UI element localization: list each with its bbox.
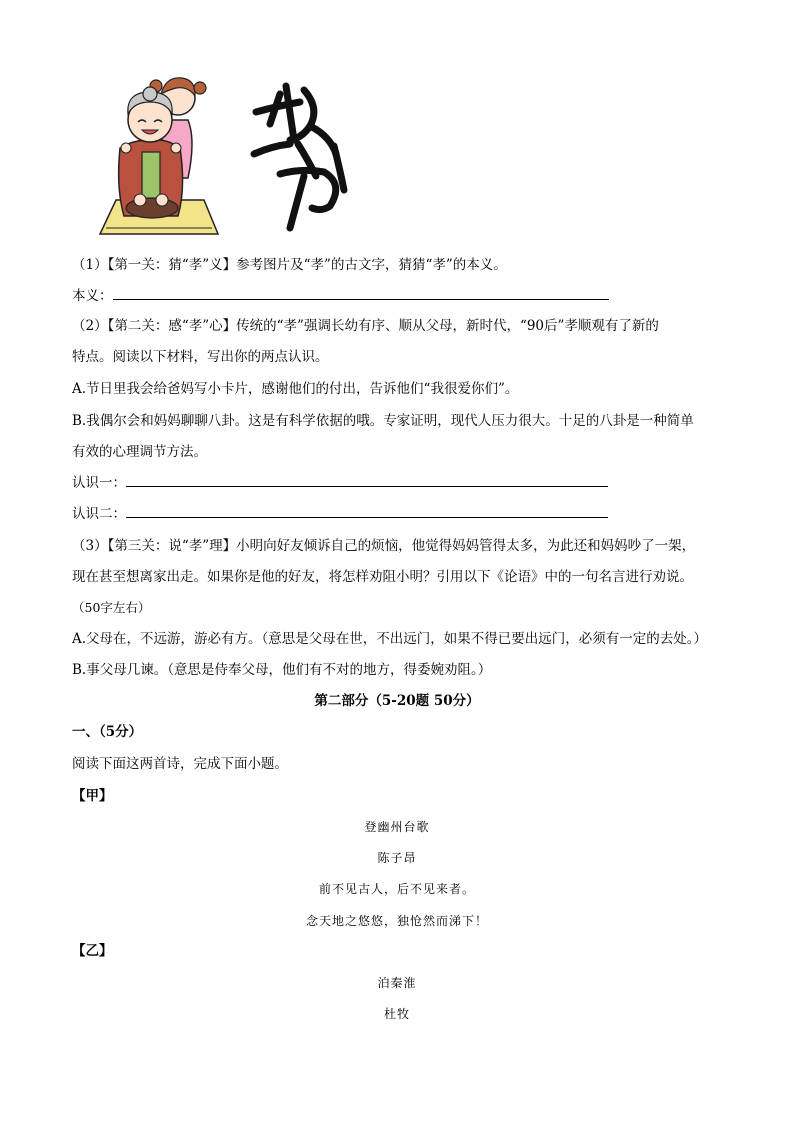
yi-label: 【乙】 (72, 943, 113, 959)
q2-prompt-line2: 特点。阅读以下材料，写出你的两点认识。 (72, 349, 329, 365)
q2-answer1-label: 认识一： (72, 475, 126, 491)
reading-instruction: 阅读下面这两首诗，完成下面小题。 (72, 756, 288, 772)
q2-material-a: A.节日里我会给爸妈写小卡片，感谢他们的付出，告诉他们“我很爱你们”。 (72, 381, 519, 397)
q3-prompt-line3: （50字左右） (72, 600, 151, 615)
poem1-title: 登幽州台歌 (364, 820, 430, 834)
q3-prompt-line1: （3）【第三关：说“孝”理】小明向好友倾诉自己的烦恼，他觉得妈妈管得太多，为此还和妈妈吵了一架， (72, 538, 696, 554)
q1-answer-blank[interactable] (113, 287, 609, 300)
q2-answer2-row (72, 505, 608, 523)
q1-answer-label: 本义： (72, 288, 113, 304)
q2-prompt-line1: （2）【第二关：感“孝”心】传统的“孝”强调长幼有序、顺从父母，新时代，“90后”孝顺观有了新的 (72, 318, 659, 334)
poem1-line2: 念天地之悠悠，独怆然而涕下！ (305, 914, 488, 928)
grandma-child-illustration (96, 68, 228, 236)
q1-prompt: （1）【第一关：猜“孝”义】参考图片及“孝”的古文字，猜猜“孝”的本义。 (72, 257, 507, 273)
section1-heading: 一、（5分） (72, 724, 143, 740)
poem2-title: 泊秦淮 (377, 976, 417, 990)
seal-character-xiao (250, 80, 350, 232)
poem1-line1: 前不见古人，后不见来者。 (318, 882, 475, 896)
q1-answer-row (72, 287, 609, 305)
part2-heading: 第二部分（5-20题 50分） (314, 693, 480, 709)
poem1-author: 陈子昂 (377, 851, 417, 865)
q2-answer1-row (72, 474, 608, 492)
q3-prompt-line2: 现在甚至想离家出走。如果你是他的好友，将怎样劝阻小明？引用以下《论语》中的一句名言进行劝说。 (72, 569, 693, 585)
q2-answer2-label: 认识二： (72, 506, 126, 522)
q2-material-b-line1: B.我偶尔会和妈妈聊聊八卦。这是有科学依据的哦。专家证明，现代人压力很大。十足的八卦是一种简单 (72, 413, 694, 429)
poem2-author: 杜牧 (383, 1007, 410, 1021)
q2-answer1-blank[interactable] (126, 474, 608, 487)
q2-answer2-blank[interactable] (126, 505, 608, 518)
jia-label: 【甲】 (72, 788, 113, 804)
q3-option-b: B.事父母几谏。（意思是侍奉父母，他们有不对的地方，得委婉劝阻。） (72, 662, 492, 678)
q3-option-a: A.父母在，不远游，游必有方。（意思是父母在世，不出远门，如果不得已要出远门，必须有一定的去处。） (72, 631, 708, 647)
q2-material-b-line2: 有效的心理调节方法。 (72, 444, 207, 460)
